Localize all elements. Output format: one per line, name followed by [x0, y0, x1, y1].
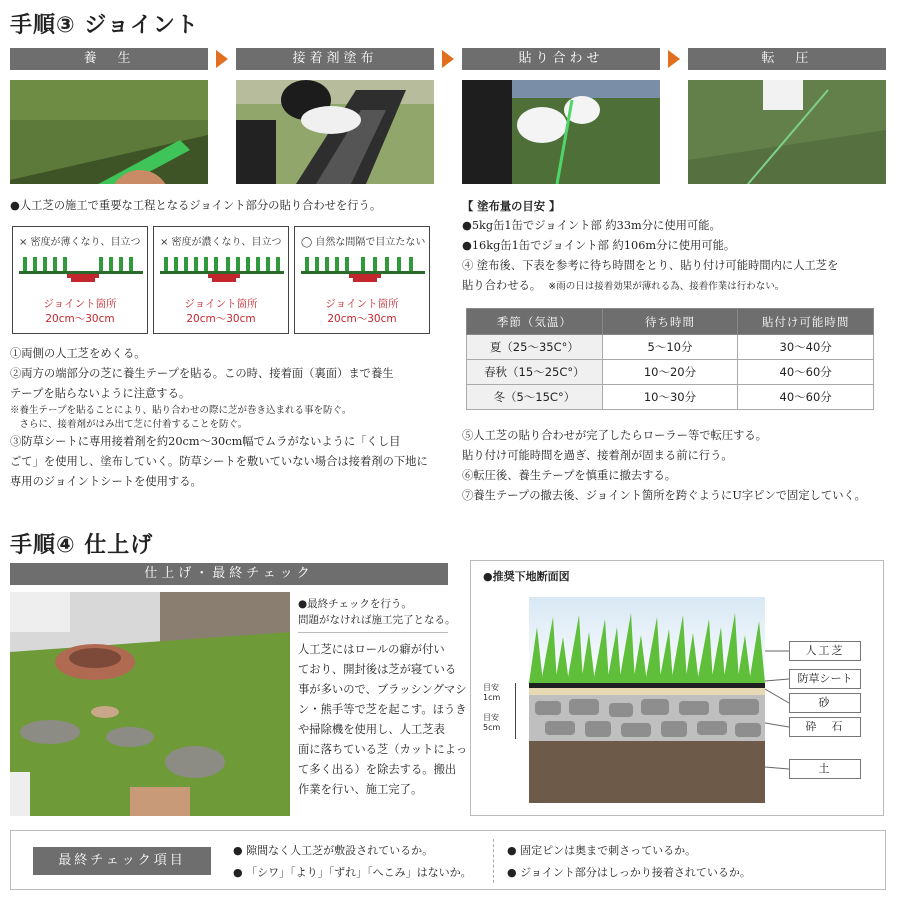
- table-cell: 10〜30分: [602, 385, 738, 410]
- step-text-line: 貼り付け可能時間を過ぎ、接着剤が固まる前に行う。: [462, 449, 733, 462]
- table-row: [467, 335, 874, 360]
- table-cell: 5〜10分: [602, 335, 738, 360]
- final-check-box: [10, 830, 886, 890]
- joint-status: × 密度が濃くなり、目立つ: [160, 237, 282, 248]
- joint-range: 20cm〜30cm: [186, 313, 256, 325]
- cross-section-diagram: [529, 597, 765, 803]
- photo-rolling: [688, 80, 886, 184]
- step-text-line: ⑦養生テープの撤去後、ジョイント箇所を跨ぐようにU字ピンで固定していく。: [462, 489, 866, 502]
- step-text-line: ①両側の人工芝をめくる。: [10, 347, 146, 360]
- step-bar-bonding: 貼り合わせ: [462, 48, 660, 70]
- step3-left-text: [10, 344, 428, 492]
- check-item: ● 「シワ」「より」「ずれ」「へこみ」はないか。: [233, 866, 472, 879]
- step-note-line: ※養生テープを貼ることにより、貼り合わせの際に芝が巻き込まれる事を防ぐ。: [10, 405, 352, 416]
- guide-line: ●5kg缶1缶でジョイント部 約33m分に使用可能。: [462, 219, 721, 232]
- step-bar-adhesive: 接着剤塗布: [236, 48, 434, 70]
- step3-intro: ●人工芝の施工で重要な工程となるジョイント部分の貼り合わせを行う。: [10, 199, 382, 212]
- check-line: 事が多いので、ブラッシングマシ: [298, 683, 467, 696]
- check-item: ● ジョイント部分はしっかり接着されているか。: [507, 866, 751, 879]
- step3-title: 手順③ ジョイント: [10, 13, 199, 38]
- joint-status: ◯ 自然な間隔で目立たない: [301, 237, 426, 248]
- step-note-line: さらに、接着剤がはみ出て芝に付着することを防ぐ。: [10, 419, 248, 430]
- check-subheading: 問題がなければ施工完了となる。: [298, 614, 456, 626]
- guide-line: 貼り合わせる。: [462, 279, 542, 292]
- joint-range: 20cm〜30cm: [45, 313, 115, 325]
- check-heading: ●最終チェックを行う。: [298, 598, 412, 610]
- step4-title: 手順④ 仕上げ: [10, 533, 154, 558]
- final-check-text: [298, 596, 467, 800]
- layer-label-sand: 砂: [789, 693, 861, 713]
- table-header: 貼付け可能時間: [738, 309, 874, 335]
- depth-mark-5cm: 目安 5cm: [483, 713, 501, 732]
- check-line: や掃除機を使用し、人工芝表: [298, 723, 445, 736]
- table-cell: 冬（5〜15C°）: [467, 385, 603, 410]
- photo-bonding: [462, 80, 660, 184]
- check-line: 作業を行い、施工完了。: [298, 783, 423, 796]
- layer-label-sheet: 防草シート: [789, 669, 861, 689]
- joint-status: × 密度が薄くなり、目立つ: [19, 237, 141, 248]
- leader-lines: [765, 647, 791, 777]
- table-cell: 10〜20分: [602, 360, 738, 385]
- guide-line: ●16kg缶1缶でジョイント部 約106m分に使用可能。: [462, 239, 736, 252]
- layer-label-gravel: 砕 石: [789, 717, 861, 737]
- cross-section-title: ●推奨下地断面図: [483, 570, 570, 583]
- step-text-line: ③防草シートに専用接着剤を約20cm〜30cm幅でムラがないように「くし目: [10, 435, 401, 448]
- arrow-right-icon: [668, 50, 680, 68]
- joint-diagram-thin: [12, 226, 148, 334]
- photo-finished-lawn: [10, 592, 290, 816]
- table-row: [467, 360, 874, 385]
- wait-time-table: [466, 308, 874, 410]
- photo-curing: [10, 80, 208, 184]
- joint-label: ジョイント箇所: [325, 298, 399, 310]
- check-line: 面に落ちている芝（カットによっ: [298, 743, 468, 756]
- step-bar-curing: 養 生: [10, 48, 208, 70]
- joint-range: 20cm〜30cm: [327, 313, 397, 325]
- guide-note: ※雨の日は接着効果が薄れる為、接着作業は行わない。: [548, 281, 785, 292]
- step-text-line: ⑤人工芝の貼り合わせが完了したらローラー等で転圧する。: [462, 429, 768, 442]
- joint-label: ジョイント箇所: [184, 298, 258, 310]
- guide-line: ④ 塗布後、下表を参考に待ち時間をとり、貼り付け可能時間内に人工芝を: [462, 259, 839, 272]
- depth-line: [515, 683, 516, 739]
- table-cell: 夏（25〜35C°）: [467, 335, 603, 360]
- final-check-label: 最終チェック項目: [33, 847, 211, 875]
- photo-adhesive: [236, 80, 434, 184]
- layer-label-turf: 人工芝: [789, 641, 861, 661]
- finish-bar: 仕上げ・最終チェック: [10, 563, 448, 585]
- cross-section-panel: [470, 560, 884, 816]
- arrow-right-icon: [216, 50, 228, 68]
- step-text-line: ⑥転圧後、養生テープを慎重に撤去する。: [462, 469, 677, 482]
- joint-diagram-dense: [153, 226, 289, 334]
- table-cell: 40〜60分: [738, 385, 874, 410]
- joint-label: ジョイント箇所: [43, 298, 117, 310]
- step-text-line: ごて」を使用し、塗布していく。防草シートを敷いていない場合は接着剤の下地に: [10, 455, 428, 468]
- table-cell: 30〜40分: [738, 335, 874, 360]
- check-item: ● 隙間なく人工芝が敷設されているか。: [233, 844, 434, 857]
- joint-diagram-natural: [294, 226, 430, 334]
- layer-label-soil: 土: [789, 759, 861, 779]
- divider: [493, 839, 494, 883]
- step-text-line: テープを貼らないように注意する。: [10, 387, 191, 400]
- table-row: [467, 385, 874, 410]
- table-cell: 春秋（15〜25C°）: [467, 360, 603, 385]
- step3-right-text: [462, 426, 866, 506]
- step-text-line: 専用のジョイントシートを使用する。: [10, 475, 202, 488]
- arrow-right-icon: [442, 50, 454, 68]
- guide-title: 【 塗布量の目安 】: [462, 199, 561, 213]
- check-line: ン・熊手等で芝を起こす。ほうき: [298, 703, 467, 716]
- step3-guide: [462, 196, 838, 296]
- step-bar-rolling: 転 圧: [688, 48, 886, 70]
- check-line: 人工芝にはロールの癖が付い: [298, 643, 445, 656]
- check-item: ● 固定ピンは奥まで刺さっているか。: [507, 844, 697, 857]
- check-line: て多く出る）を除去する。搬出: [298, 763, 457, 776]
- depth-mark-1cm: 目安 1cm: [483, 683, 501, 702]
- check-line: ており、開封後は芝が寝ている: [298, 663, 457, 676]
- table-header: 季節（気温）: [467, 309, 603, 335]
- table-cell: 40〜60分: [738, 360, 874, 385]
- table-header: 待ち時間: [602, 309, 738, 335]
- step-text-line: ②両方の端部分の芝に養生テープを貼る。この時、接着面（裏面）まで養生: [10, 367, 394, 380]
